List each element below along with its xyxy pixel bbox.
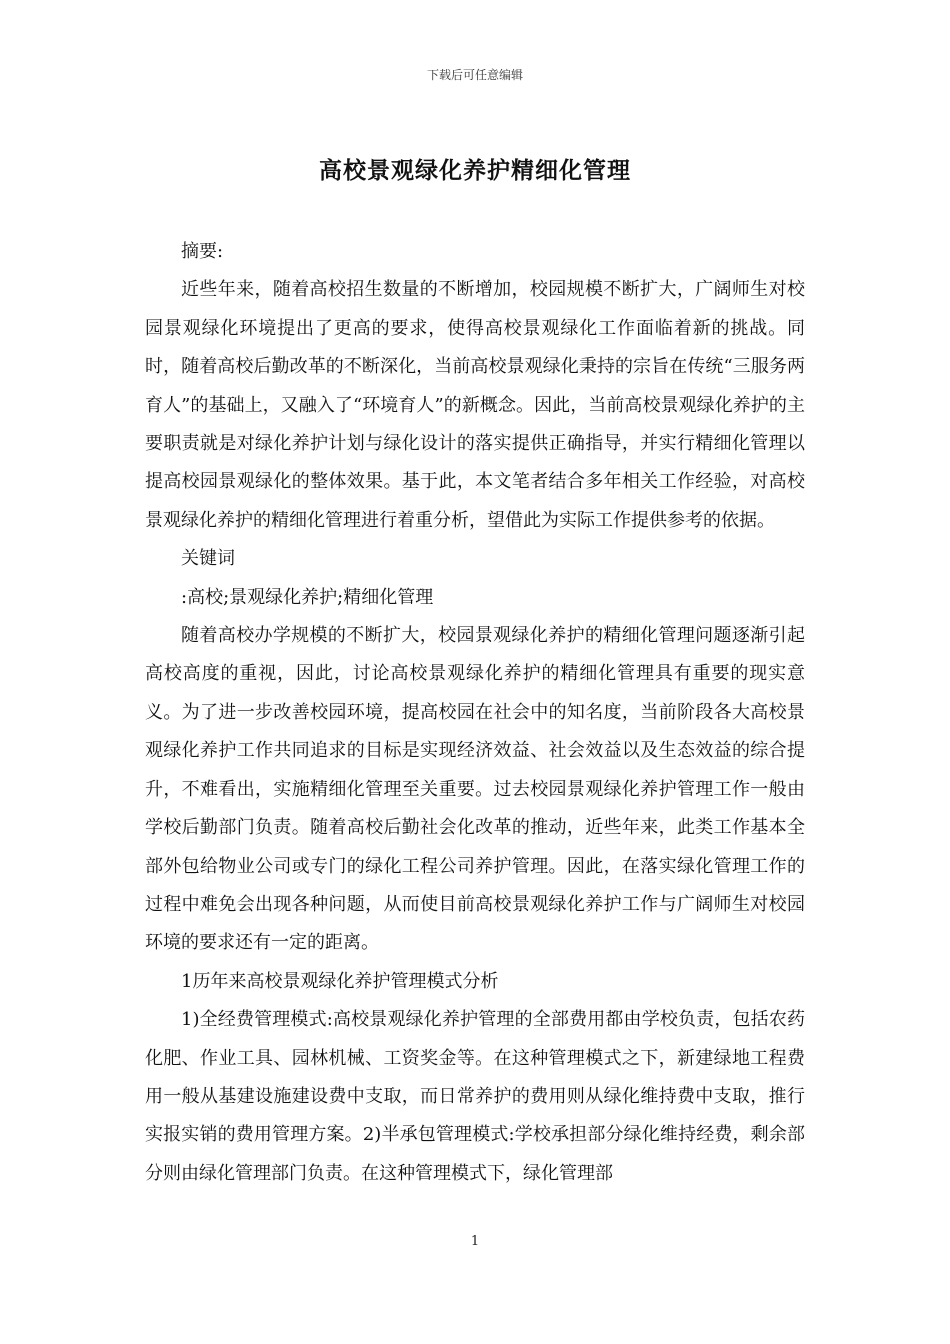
keywords-list: :高校;景观绿化养护;精细化管理 (181, 586, 434, 608)
page-number: 1 (470, 1234, 480, 1249)
section-heading: 1历年来高校景观绿化养护管理模式分析 (181, 970, 499, 992)
section-paragraph: 1)全经费管理模式:高校景观绿化养护管理的全部费用都由学校负责，包括农药化肥、作业工具、园林机械、工资奖金等。在这种管理模式之下，新建绿地工程费用一般从基建设施建设费中支取，而日常养护的费用则从绿化维持费中支取，推行实报实销的费用管理方案。2)半承包管理模式:学校承担部分绿化维持经费，剩余部分则由绿化管理部门负责。在这种管理模式下，绿化管理部 (145, 1009, 805, 1184)
abstract-paragraph: 近些年来，随着高校招生数量的不断增加，校园规模不断扩大，广阔师生对校园景观绿化环境提出了更高的要求，使得高校景观绿化工作面临着新的挑战。同时，随着高校后勤改革的不断深化，当前高校景观绿化秉持的宗旨在传统“三服务两育人”的基础上，又融入了“环境育人”的新概念。因此，当前高校景观绿化养护的主要职责就是对绿化养护计划与绿化设计的落实提供正确指导，并实行精细化管理以提高校园景观绿化的整体效果。基于此，本文笔者结合多年相关工作经验，对高校景观绿化养护的精细化管理进行着重分析，望借此为实际工作提供参考的依据。 (145, 279, 805, 531)
intro-paragraph: 随着高校办学规模的不断扩大，校园景观绿化养护的精细化管理问题逐渐引起高校高度的重视，因此，讨论高校景观绿化养护的精细化管理具有重要的现实意义。为了进一步改善校园环境，提高校园在社会中的知名度，当前阶段各大高校景观绿化养护工作共同追求的目标是实现经济效益、社会效益以及生态效益的综合提升，不难看出，实施精细化管理至关重要。过去校园景观绿化养护管理工作一般由学校后勤部门负责。随着高校后勤社会化改革的推动，近些年来，此类工作基本全部外包给物业公司或专门的绿化工程公司养护管理。因此，在落实绿化管理工作的过程中难免会出现各种问题，从而使目前高校景观绿化养护工作与广阔师生对校园环境的要求还有一定的距离。 (145, 625, 805, 954)
document-title: 高校景观绿化养护精细化管理 (319, 157, 631, 184)
header-note: 下载后可任意编辑 (426, 68, 523, 82)
keywords-label: 关键词 (181, 548, 235, 570)
abstract-label: 摘要: (181, 241, 224, 262)
document-body (145, 233, 805, 1193)
